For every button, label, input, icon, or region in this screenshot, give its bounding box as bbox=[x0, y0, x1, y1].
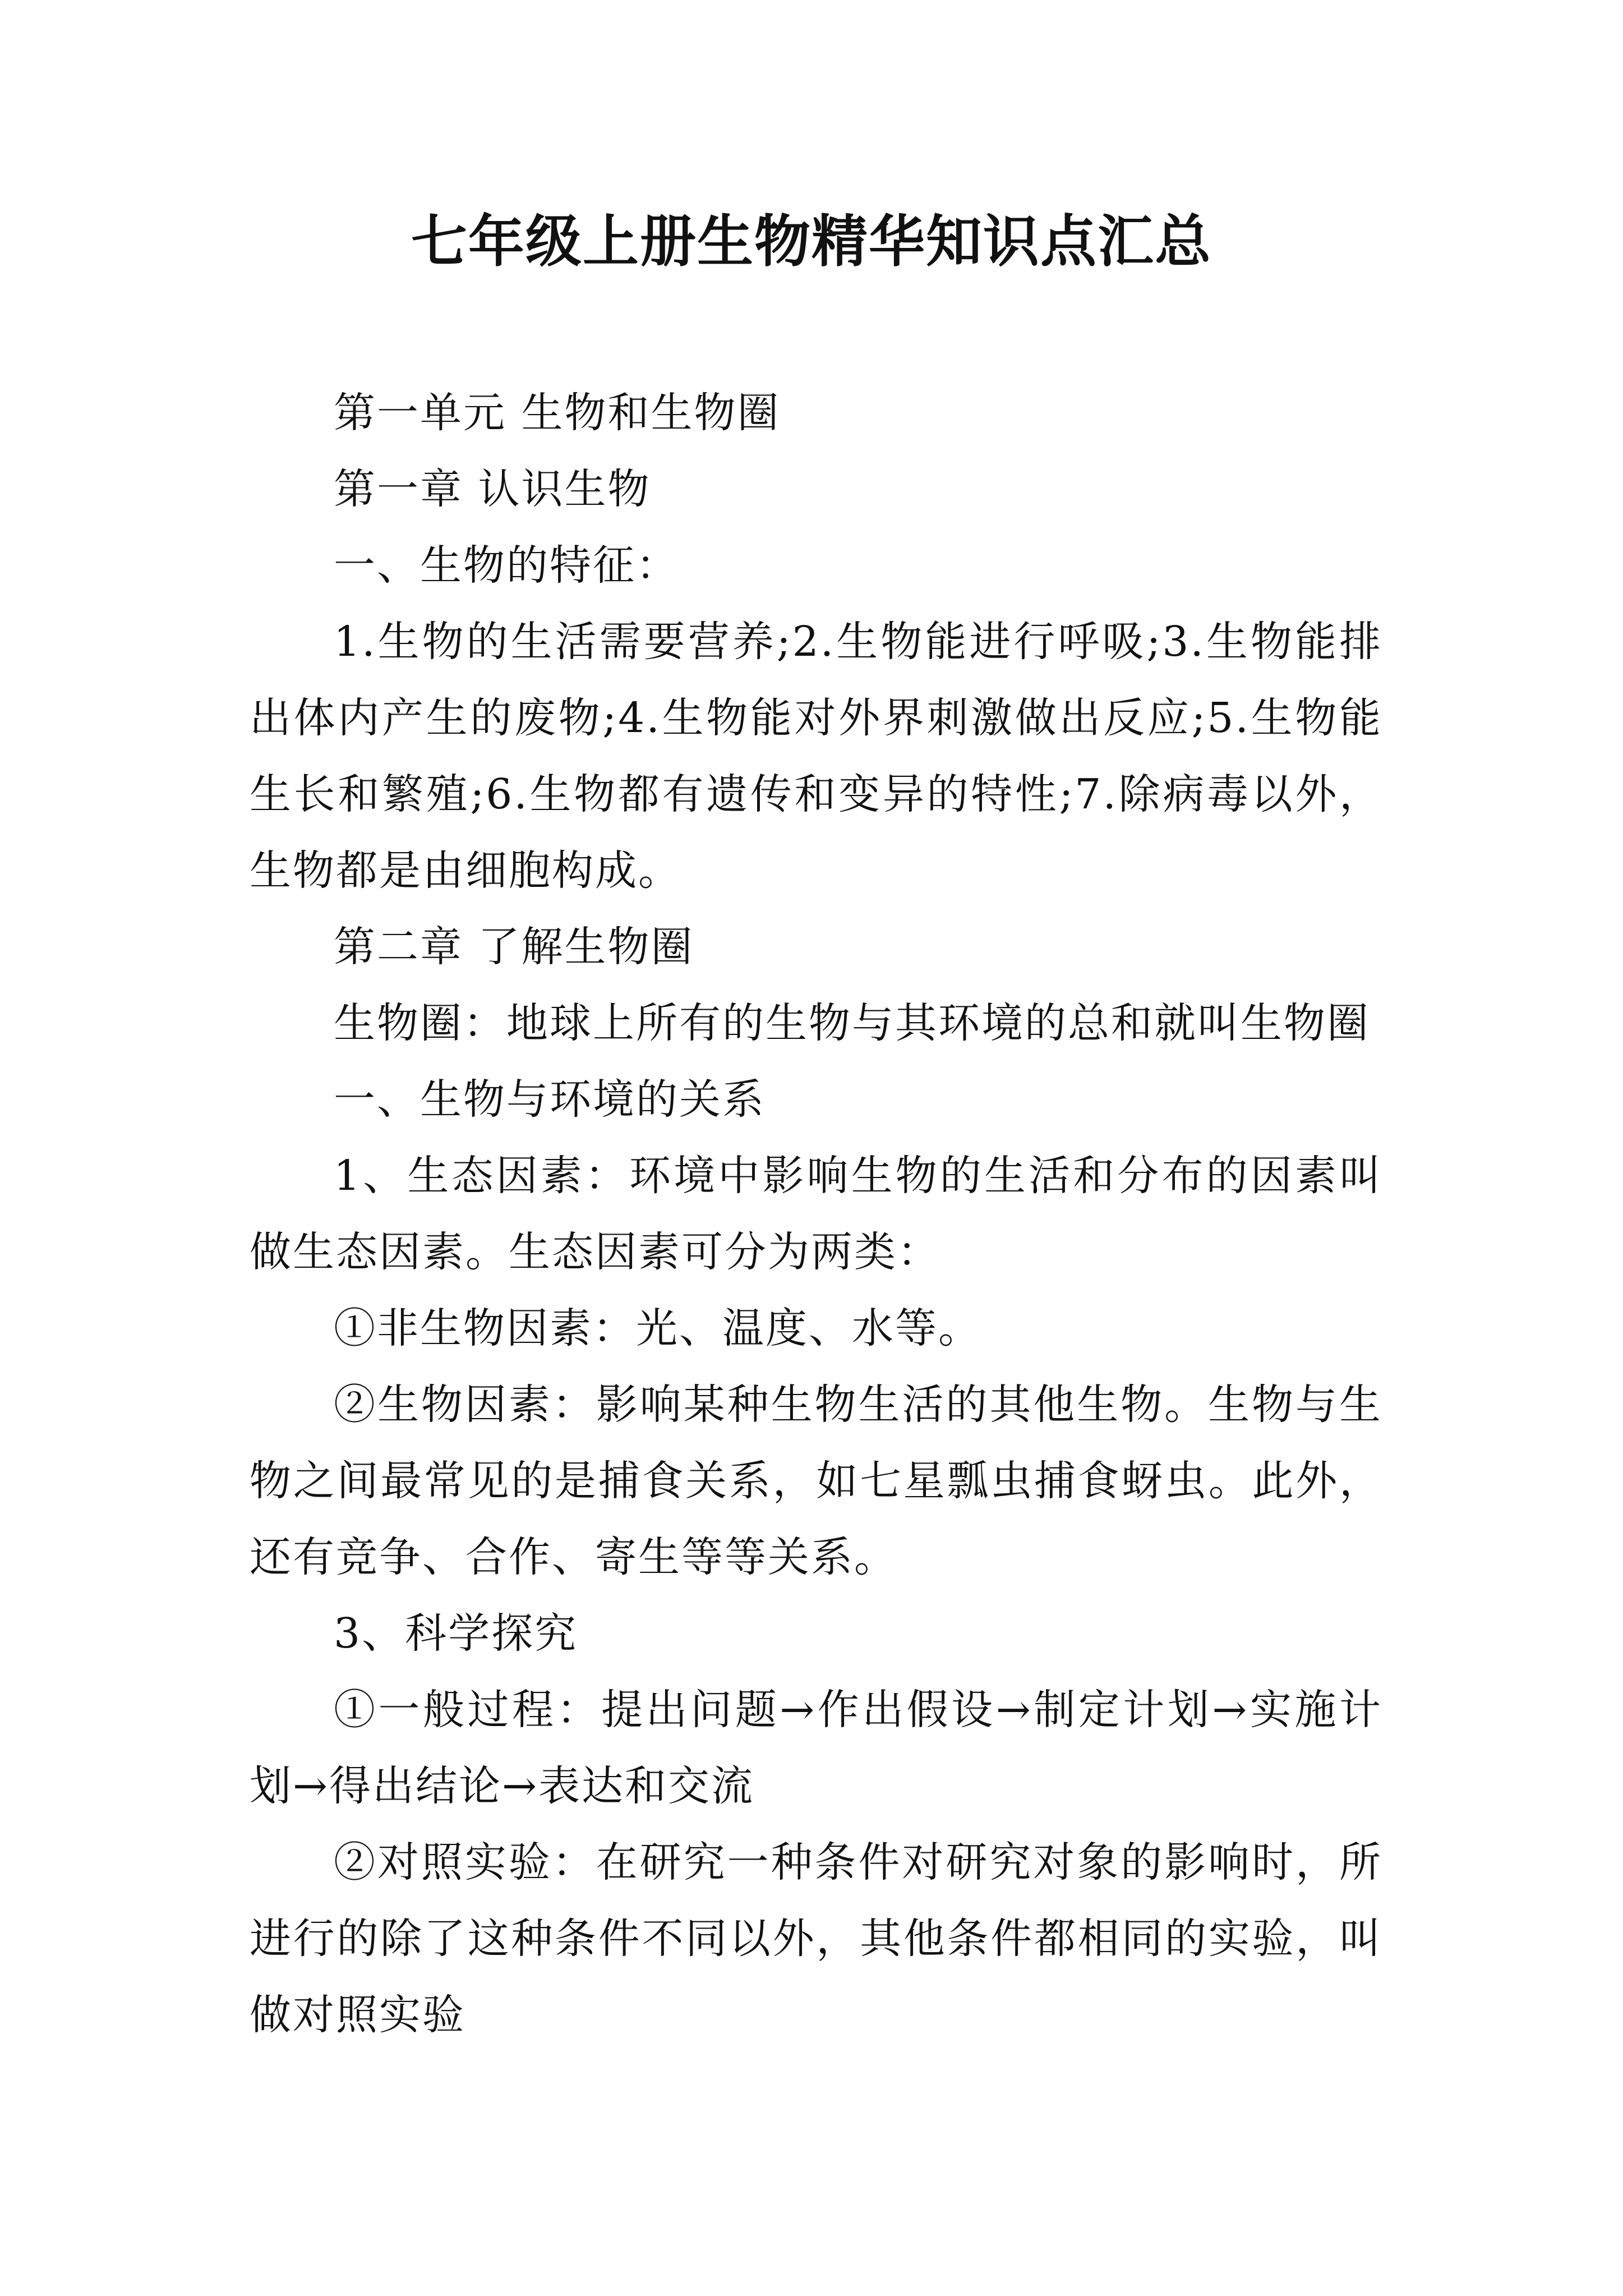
list-item: ①非生物因素：光、温度、水等。 bbox=[334, 1304, 981, 1352]
section-heading: 一、生物的特征： bbox=[334, 541, 679, 590]
chapter-heading: 第一章 认识生物 bbox=[334, 465, 651, 513]
definition-paragraph: 生物圈：地球上所有的生物与其环境的总和就叫生物圈 bbox=[334, 999, 1370, 1047]
list-item: ②对照实验：在研究一种条件对研究对象的影响时，所进行的除了这种条件不同以外，其他条件都相同的实验，叫做对照实验 bbox=[250, 1838, 1382, 2039]
document-body bbox=[250, 375, 1382, 2053]
section-heading: 3、科学探究 bbox=[334, 1609, 578, 1658]
unit-heading: 第一单元 生物和生物圈 bbox=[334, 389, 781, 437]
body-paragraph: 1、生态因素：环境中影响生物的生活和分布的因素叫做生态因素。生态因素可分为两类： bbox=[250, 1152, 1382, 1276]
document-title: 七年级上册生物精华知识点汇总 bbox=[411, 208, 1212, 274]
section-heading: 一、生物与环境的关系 bbox=[334, 1075, 766, 1124]
list-item: ②生物因素：影响某种生物生活的其他生物。生物与生物之间最常见的是捕食关系，如七星瓢虫捕食蚜虫。此外，还有竞争、合作、寄生等等关系。 bbox=[250, 1381, 1382, 1581]
list-item: ①一般过程：提出问题→作出假设→制定计划→实施计划→得出结论→表达和交流 bbox=[250, 1686, 1382, 1810]
body-paragraph: 1.生物的生活需要营养;2.生物能进行呼吸;3.生物能排出体内产生的废物;4.生物能对外界刺激做出反应;5.生物能生长和繁殖;6.生物都有遗传和变异的特性;7.除病毒以外，生物都是由细胞构成。 bbox=[250, 618, 1382, 895]
chapter-heading: 第二章 了解生物圈 bbox=[334, 923, 694, 971]
